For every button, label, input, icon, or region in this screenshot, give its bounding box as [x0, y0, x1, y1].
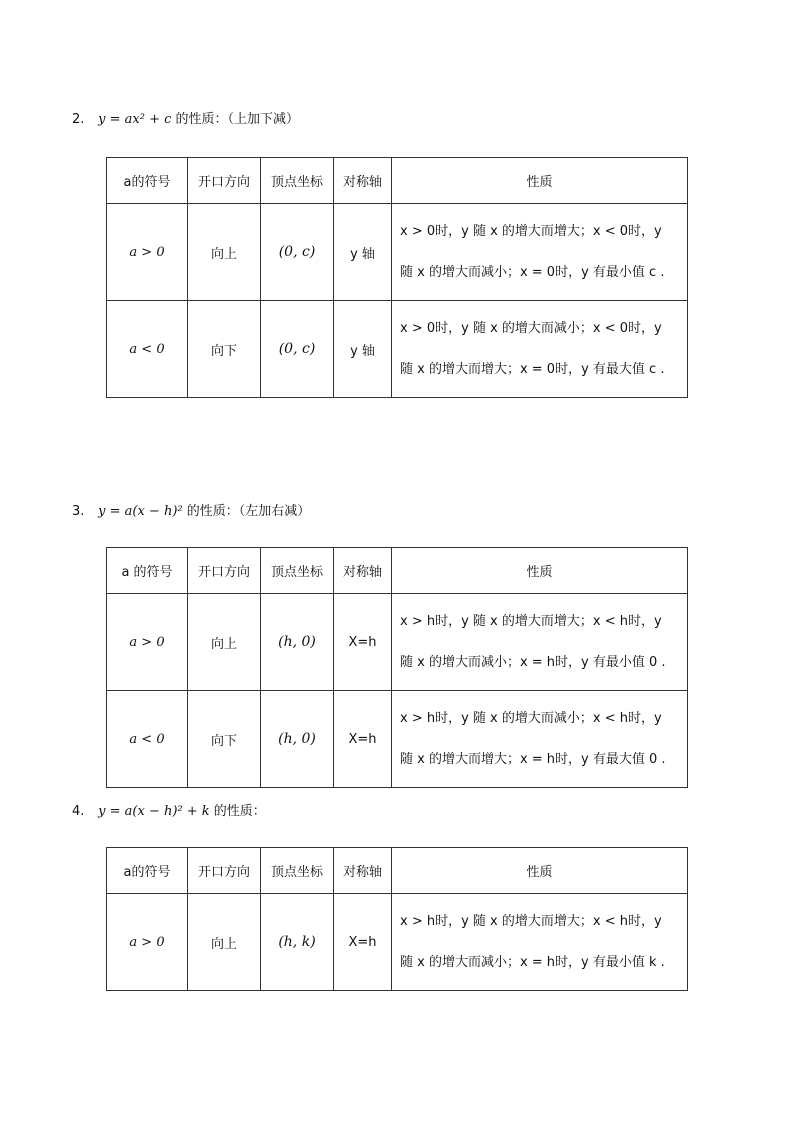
section-3-table: [106, 547, 688, 788]
vertex-cell: (0, c): [261, 204, 334, 301]
table-row: [107, 204, 688, 301]
sign-cell: a > 0: [107, 594, 188, 691]
section-2-table: [106, 157, 688, 398]
sign-cell: a < 0: [107, 301, 188, 398]
opening-cell: 向下: [188, 691, 261, 788]
opening-cell: 向上: [188, 594, 261, 691]
table-header-row: [107, 548, 688, 594]
header-cell: 性质: [392, 848, 688, 894]
section-2-heading: [72, 108, 299, 127]
section-4-table: [106, 847, 688, 991]
section-formula: y = ax² + c: [98, 112, 172, 127]
header-cell: a的符号: [107, 158, 188, 204]
table-row: [107, 691, 688, 788]
header-cell: 开口方向: [188, 158, 261, 204]
axis-cell: X=h: [334, 894, 392, 991]
header-cell: a 的符号: [107, 548, 188, 594]
opening-cell: 向上: [188, 204, 261, 301]
property-line: x > h时，y 随 x 的增大而增大；x < h时，y: [400, 614, 662, 629]
axis-cell: y 轴: [334, 204, 392, 301]
sign-cell: a > 0: [107, 204, 188, 301]
section-title: 的性质：: [213, 804, 266, 819]
header-cell: 性质: [392, 158, 688, 204]
header-cell: 开口方向: [188, 848, 261, 894]
section-number: 2.: [72, 112, 85, 127]
vertex-cell: (h, 0): [261, 594, 334, 691]
property-cell: [392, 691, 688, 788]
opening-cell: 向下: [188, 301, 261, 398]
property-cell: [392, 301, 688, 398]
property-line: x > 0时，y 随 x 的增大而减小；x < 0时，y: [400, 321, 662, 336]
sign-cell: a > 0: [107, 894, 188, 991]
property-line: 随 x 的增大而增大；x = 0时，y 有最大值 c .: [400, 362, 665, 377]
header-cell: 对称轴: [334, 848, 392, 894]
axis-cell: X=h: [334, 691, 392, 788]
axis-cell: y 轴: [334, 301, 392, 398]
property-cell: [392, 894, 688, 991]
vertex-cell: (h, k): [261, 894, 334, 991]
table-row: [107, 301, 688, 398]
header-cell: 顶点坐标: [261, 848, 334, 894]
section-title: 的性质：（上加下减）: [175, 112, 300, 127]
section-number: 3.: [72, 504, 85, 519]
header-cell: 对称轴: [334, 548, 392, 594]
property-cell: [392, 594, 688, 691]
vertex-cell: (0, c): [261, 301, 334, 398]
property-line: 随 x 的增大而减小；x = h时，y 有最小值 0 .: [400, 655, 666, 670]
header-cell: 顶点坐标: [261, 158, 334, 204]
property-line: 随 x 的增大而减小；x = h时，y 有最小值 k .: [400, 955, 665, 970]
section-4-heading: [72, 800, 266, 819]
axis-cell: X=h: [334, 594, 392, 691]
table-header-row: [107, 848, 688, 894]
section-number: 4.: [72, 804, 85, 819]
section-formula: y = a(x − h)²: [98, 504, 183, 519]
property-line: x > h时，y 随 x 的增大而减小；x < h时，y: [400, 711, 662, 726]
table-row: [107, 894, 688, 991]
property-line: x > h时，y 随 x 的增大而增大；x < h时，y: [400, 914, 662, 929]
section-3-heading: [72, 500, 310, 519]
property-line: x > 0时，y 随 x 的增大而增大；x < 0时，y: [400, 224, 662, 239]
table-header-row: [107, 158, 688, 204]
header-cell: 对称轴: [334, 158, 392, 204]
table-row: [107, 594, 688, 691]
sign-cell: a < 0: [107, 691, 188, 788]
header-cell: 开口方向: [188, 548, 261, 594]
property-cell: [392, 204, 688, 301]
header-cell: a的符号: [107, 848, 188, 894]
section-formula: y = a(x − h)² + k: [98, 804, 210, 819]
opening-cell: 向上: [188, 894, 261, 991]
header-cell: 性质: [392, 548, 688, 594]
section-title: 的性质：（左加右减）: [186, 504, 311, 519]
property-line: 随 x 的增大而增大；x = h时，y 有最大值 0 .: [400, 752, 666, 767]
vertex-cell: (h, 0): [261, 691, 334, 788]
header-cell: 顶点坐标: [261, 548, 334, 594]
property-line: 随 x 的增大而减小；x = 0时，y 有最小值 c .: [400, 265, 665, 280]
